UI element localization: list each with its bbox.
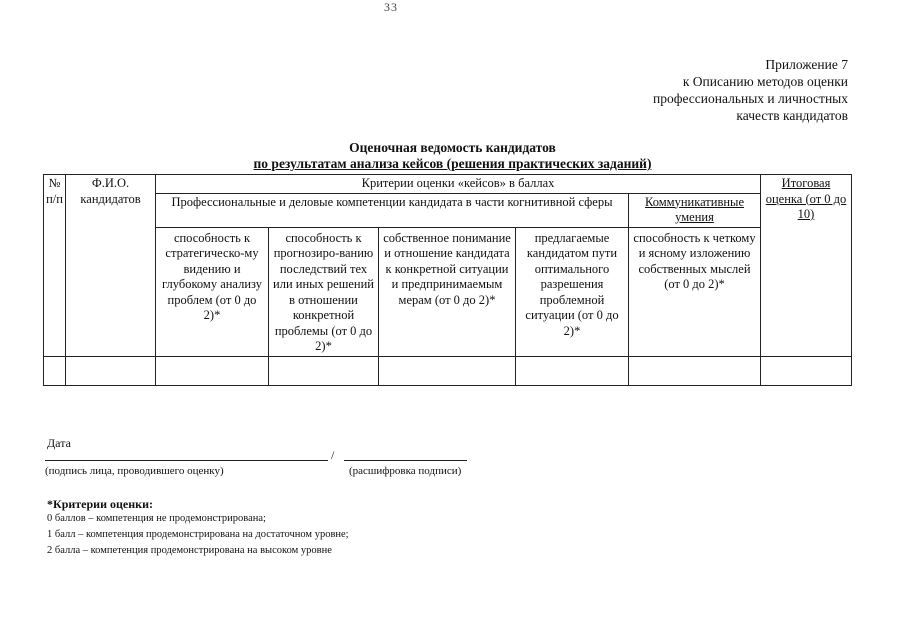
cell-score-4[interactable] xyxy=(516,356,629,385)
appendix-line-2: к Описанию методов оценки xyxy=(682,74,848,89)
criteria-note-0: 0 баллов – компетенция не продемонстрирована; xyxy=(47,513,266,524)
criterion-strategic-vision: способность к стратегическо-му видению и глубокому анализу проблем (от 0 до 2)* xyxy=(156,227,269,356)
header-row-2 xyxy=(44,193,852,227)
col-fio-header: Ф.И.О. кандидатов xyxy=(66,175,156,357)
evaluation-table xyxy=(43,174,852,386)
criterion-resolution-ways: предлагаемые кандидатом пути оптимального разрешения проблемной ситуации (от 0 до 2)* xyxy=(516,227,629,356)
appendix-line-4: качеств кандидатов xyxy=(736,108,848,123)
criteria-header: Критерии оценки «кейсов» в баллах xyxy=(156,175,761,194)
document-title xyxy=(160,140,745,172)
col-number-header: № п/п xyxy=(44,175,66,357)
cell-score-1[interactable] xyxy=(156,356,269,385)
criterion-own-understanding: собственное понимание и отношение кандидата к конкретной ситуации и предпринимаемым мерам (от 0 до 2)* xyxy=(379,227,516,356)
communicative-skills-header: Коммуникативные умения xyxy=(629,193,761,227)
signature-line[interactable] xyxy=(45,459,328,461)
appendix-line-3: профессиональных и личностных xyxy=(652,91,848,106)
cell-number[interactable] xyxy=(44,356,66,385)
criterion-clear-expression: способность к четкому и ясному изложению собственных мыслей (от 0 до 2)* xyxy=(629,227,761,356)
title-line-1: Оценочная ведомость кандидатов xyxy=(349,140,556,155)
title-line-2: по результатам анализа кейсов (решения практических заданий) xyxy=(253,156,652,171)
criteria-notes-title: *Критерии оценки: xyxy=(47,497,153,511)
cell-score-3[interactable] xyxy=(379,356,516,385)
total-score-header: Итоговая оценка (от 0 до 10) xyxy=(761,175,852,357)
criteria-note-1: 1 балл – компетенция продемонстрирована на достаточном уровне; xyxy=(47,529,349,540)
cell-fio[interactable] xyxy=(66,356,156,385)
signature-transcript-line[interactable] xyxy=(344,459,467,461)
signature-slash: / xyxy=(331,448,335,462)
cell-total[interactable] xyxy=(761,356,852,385)
date-label: Дата xyxy=(47,436,71,450)
cell-score-2[interactable] xyxy=(269,356,379,385)
appendix-header xyxy=(653,56,848,124)
professional-competencies-header: Профессиональные и деловые компетенции кандидата в части когнитивной сферы xyxy=(156,193,629,227)
header-row-1 xyxy=(44,175,852,194)
page-number: 33 xyxy=(384,0,398,14)
signature-caption: (подпись лица, проводившего оценку) xyxy=(45,465,224,477)
transcript-caption: (расшифровка подписи) xyxy=(349,465,462,477)
candidate-row xyxy=(44,356,852,385)
cell-score-5[interactable] xyxy=(629,356,761,385)
criterion-forecasting: способность к прогнозиро-ванию последствий тех или иных решений в отношении конкретной проблемы (от 0 до 2)* xyxy=(269,227,379,356)
criteria-note-2: 2 балла – компетенция продемонстрирована на высоком уровне xyxy=(47,545,332,556)
criteria-row xyxy=(44,227,852,356)
appendix-line-1: Приложение 7 xyxy=(765,57,848,72)
